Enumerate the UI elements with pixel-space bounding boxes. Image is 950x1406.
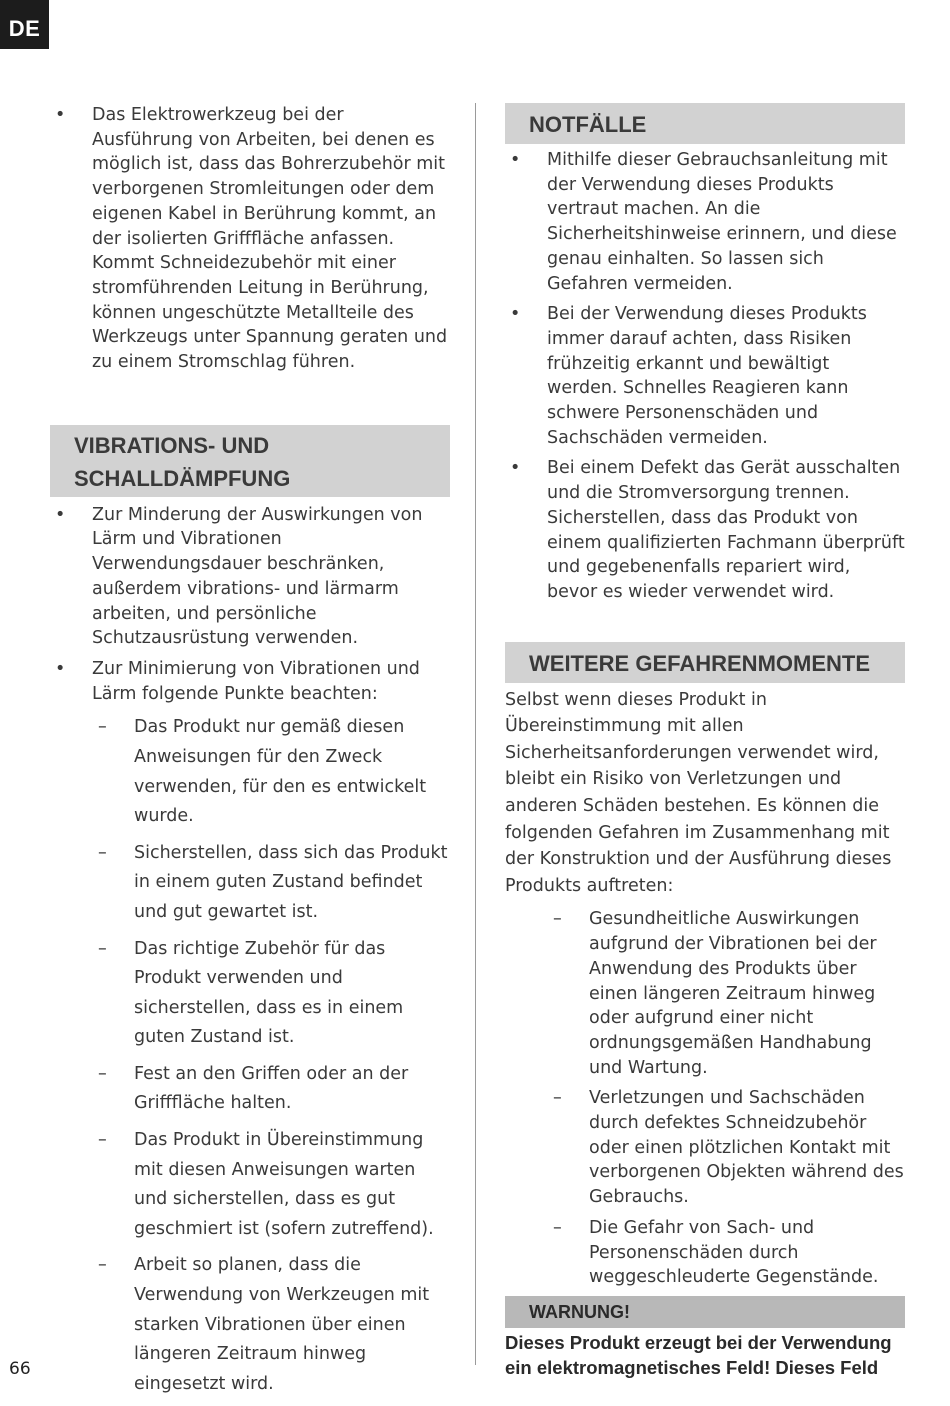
emergency-section-heading: NOTFÄLLE [505,103,905,144]
bullet-icon: • [510,304,521,325]
dash-item-text: Das Produkt nur gemäß diesen Anweisungen für den Zweck verwenden, für den es entwickelt wurde. [134,717,427,827]
dash-icon: – [98,842,107,863]
list-item [505,302,905,450]
dash-item [50,935,450,1053]
dash-item [50,713,450,831]
dash-item [50,1060,450,1119]
dash-item [50,839,450,928]
dash-item [505,907,905,1080]
dash-icon: – [98,938,107,959]
list-item [50,503,450,651]
column-divider [475,103,476,1365]
dash-item-text: Fest an den Griffen oder an der Grifffläche halten. [134,1063,409,1114]
dash-item-text: Verletzungen und Sachschäden durch defektes Schneidzubehör oder einen plötzlichen Kontakt mit verborgenen Objekten während des Gebrauchs. [589,1088,904,1208]
bullet-icon: • [510,150,521,170]
language-badge: DE [0,0,49,49]
vibration-dash-list [50,713,450,1399]
dash-icon: – [98,1063,107,1084]
page-number: 66 [9,1359,31,1379]
dash-item-text: Das richtige Zubehör für das Produkt verwenden und sicherstellen, dass es in einem guten Zustand ist. [134,938,404,1048]
bullet-icon: • [55,504,66,525]
list-item-text: Zur Minimierung von Vibrationen und Lärm folgende Punkte beachten: [92,658,420,704]
dash-icon: – [98,1255,107,1276]
intro-bullet-list [50,103,450,375]
dash-item [505,1086,905,1210]
list-item [50,657,450,706]
hazards-dash-list [505,907,905,1290]
bullet-icon: • [55,105,66,125]
warning-label: WARNUNG! [505,1296,905,1328]
dash-item-text: Sicherstellen, dass sich das Produkt in einem guten Zustand befindet und gut gewartet ist. [134,842,448,922]
dash-icon: – [98,1130,107,1151]
list-item-text: Mithilfe dieser Gebrauchsanleitung mit der Verwendung dieses Produkts vertraut machen. An die Sicherheitshinweise erinnern, und diese genau einhalten. So lassen sich Gefahren vermeiden. [547,150,897,294]
list-item-text: Bei einem Defekt das Gerät ausschalten und die Stromversorgung trennen. Sicherstellen, dass das Produkt von einem qualifizierten Fachmann überprüft und gegebenenfalls repariert wird, bevor es wieder verwendet wird. [547,458,905,602]
dash-item-text: Arbeit so planen, dass die Verwendung von Werkzeugen mit starken Vibrationen über einen längeren Zeitraum hinweg eingesetzt wird. [134,1255,430,1394]
emergency-bullet-list [505,148,905,605]
bullet-icon: • [55,658,66,679]
right-column [505,103,905,1380]
bullet-icon: • [510,458,521,479]
dash-item [50,1126,450,1244]
dash-icon: – [98,717,107,738]
list-item [505,456,905,604]
dash-item-text: Die Gefahr von Sach- und Personenschäden durch weggeschleuderte Gegenstände. [589,1217,879,1288]
warning-text: Dieses Produkt erzeugt bei der Verwendung ein elektromagnetisches Feld! Dieses Feld [505,1331,892,1378]
list-item-text: Bei der Verwendung dieses Produkts immer darauf achten, dass Risiken frühzeitig erkannt und bewältigt werden. Schnelles Reagieren kann schwere Personenschäden und Sachschäden vermeiden. [547,304,867,448]
list-item [50,103,450,375]
dash-item-text: Gesundheitliche Auswirkungen aufgrund der Vibrationen bei der Anwendung des Produkts über einen längeren Zeitraum hinweg oder aufgrund einer nicht ordnungsgemäßen Handhabung und Wartung. [589,909,877,1078]
left-column [50,103,450,1406]
list-item-text: Zur Minderung der Auswirkungen von Lärm und Vibrationen Verwendungsdauer beschränken, außerdem vibrations- und lärmarm arbeiten, und persönliche Schutzausrüstung verwenden. [92,504,423,649]
dash-item [50,1251,450,1399]
hazards-intro-paragraph: Selbst wenn dieses Produkt in Übereinstimmung mit allen Sicherheitsanforderungen verwendet wird, bleibt ein Risiko von Verletzungen und anderen Schäden bestehen. Es können die folgenden Gefahren im Zusammenhang mit der Konstruktion und der Ausführung dieses Produkts auftreten: [505,689,892,896]
hazards-section-heading: WEITERE GEFAHRENMOMENTE [505,642,905,683]
vibration-bullet-list [50,503,450,707]
list-item-text: Das Elektrowerkzeug bei der Ausführung von Arbeiten, bei denen es möglich ist, dass das Bohrerzubehör mit verborgenen Stromleitungen oder dem eigenen Kabel in Berührung kommt, an der isolierten Grifffläche anfassen. Kommt Schneidezubehör mit einer stromführenden Leitung in Berührung, können ungeschützte Metallteile des Werkzeugs unter Spannung geraten und zu einem Stromschlag führen. [92,105,448,373]
dash-icon: – [553,1088,562,1109]
dash-item [505,1216,905,1290]
dash-icon: – [553,1217,562,1238]
dash-item-text: Das Produkt in Übereinstimmung mit diesen Anweisungen warten und sicherstellen, dass es gut geschmiert ist (sofern zutreffend). [134,1130,434,1239]
vibration-section-heading: VIBRATIONS- UND SCHALLDÄMPFUNG [50,425,450,497]
dash-icon: – [553,909,562,930]
list-item [505,148,905,296]
